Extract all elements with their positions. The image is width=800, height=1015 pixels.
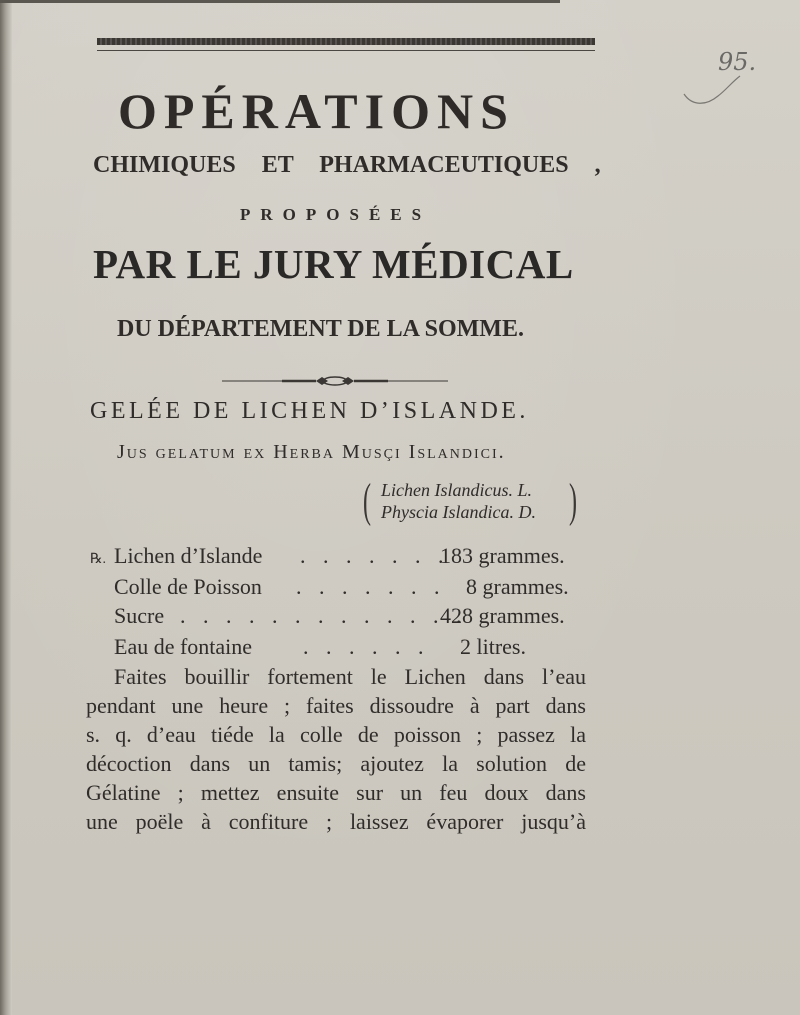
paragraph-line: pendant une heure ; faites dissoudre à part dans <box>86 693 586 718</box>
ingredient-name: Colle de Poisson <box>114 574 262 599</box>
synonym-bracket <box>359 474 589 527</box>
ingredient-dots: . . . . . . . . . . . . . <box>180 603 468 628</box>
synonym-line: Physcia Islandica. D. <box>381 502 536 522</box>
ingredient-amount: 183 grammes. <box>440 543 565 568</box>
folio-flourish <box>682 60 762 110</box>
header-rule-thin <box>97 50 595 51</box>
ingredient-name: Lichen d’Islande <box>114 543 263 568</box>
subtitle-departement: DU DÉPARTEMENT DE LA SOMME. <box>117 316 524 342</box>
paragraph-line: une poële à confiture ; laissez évaporer jusqu’à <box>86 809 586 834</box>
binding-gutter <box>0 0 12 1015</box>
ingredient-dots: . . . . . . <box>303 634 430 659</box>
page-title: OPÉRATIONS <box>118 83 515 139</box>
page-top-edge <box>0 0 560 3</box>
section-heading: GELÉE DE LICHEN D’ISLANDE. <box>90 398 529 424</box>
subtitle-proposees: PROPOSÉES <box>240 205 432 224</box>
paragraph-line: Faites bouillir fortement le Lichen dans l’eau <box>114 664 586 689</box>
ingredient-name: Eau de fontaine <box>114 634 253 659</box>
ornament-divider-icon <box>222 374 448 388</box>
subtitle-chimiques: CHIMIQUES ET PHARMACEUTIQUES , <box>93 152 601 178</box>
subtitle-jury-medical: PAR LE JURY MÉDICAL <box>93 241 574 287</box>
header-rule-thick <box>97 38 595 45</box>
instructions-paragraph <box>86 662 586 836</box>
paragraph-line: décoction dans un tamis; ajoutez la solution de <box>86 751 586 776</box>
synonym-line: Lichen Islandicus. L. <box>381 480 532 500</box>
ingredient-amount: 2 litres. <box>460 634 526 659</box>
ingredient-amount: 8 grammes. <box>466 574 569 599</box>
paragraph-line: s. q. d’eau tiéde la colle de poisson ; passez la <box>86 722 586 747</box>
ingredient-dots: . . . . . . . <box>296 574 446 599</box>
latin-name: Jus gelatum ex Herba Musçi Islandici. <box>117 441 506 463</box>
ingredient-amount: 428 grammes. <box>440 603 565 628</box>
recipe-symbol: ℞. <box>90 552 107 567</box>
ingredient-name: Sucre <box>114 603 165 628</box>
left-brace-icon: ( <box>362 474 371 527</box>
folio-number: 95. <box>718 48 757 76</box>
ingredient-dots: . . . . . . . <box>300 543 450 568</box>
right-brace-icon: ) <box>568 474 577 527</box>
paragraph-line: Gélatine ; mettez ensuite sur un feu doux dans <box>86 780 586 805</box>
